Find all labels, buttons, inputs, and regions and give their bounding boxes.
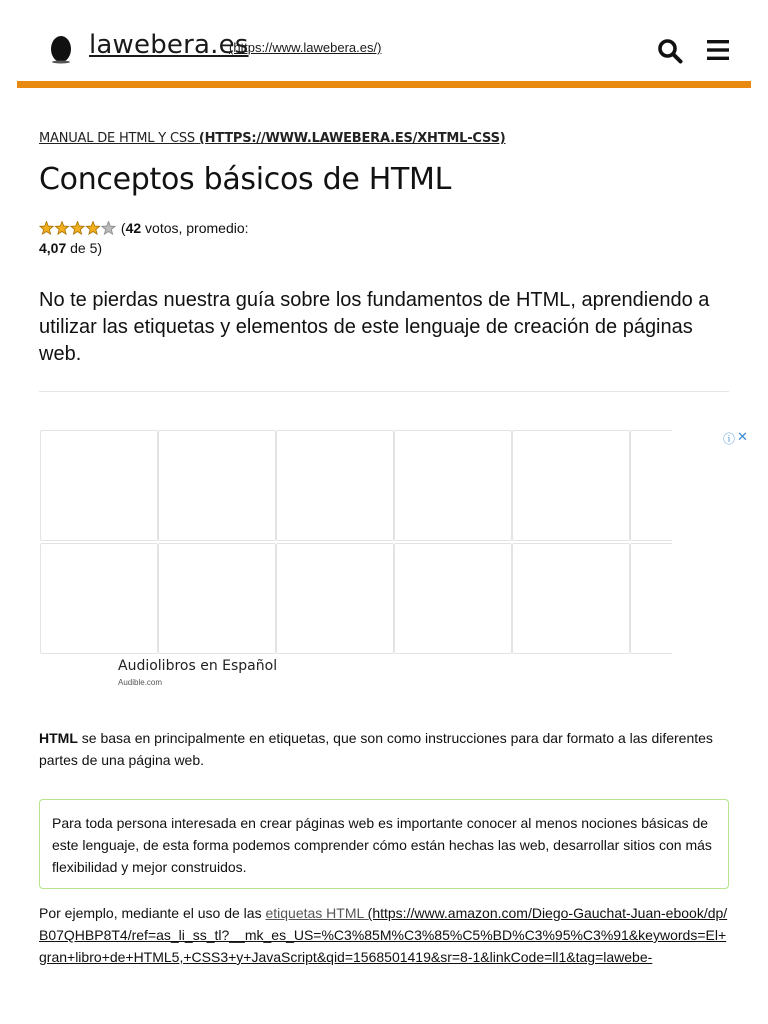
html-strong: HTML	[39, 730, 78, 746]
ad-tile[interactable]	[40, 543, 158, 654]
breadcrumb[interactable]	[39, 131, 505, 146]
ad-tile[interactable]	[158, 543, 276, 654]
star-filled-icon[interactable]	[55, 222, 68, 235]
ad-image-grid[interactable]	[40, 430, 672, 654]
star-filled-icon[interactable]	[86, 222, 99, 235]
ad-tile[interactable]	[158, 430, 276, 541]
votes-text: votos, promedio:	[145, 220, 249, 236]
ad-tile[interactable]	[394, 543, 512, 654]
intro-text: se basa en principalmente en etiquetas, que son como instrucciones para dar formato a las diferentes partes de una página web.	[39, 730, 713, 768]
example-intro: Por ejemplo, mediante el uso de las	[39, 905, 266, 921]
close-icon[interactable]: ✕	[737, 429, 748, 444]
breadcrumb-url: (HTTPS://WWW.LAWEBERA.ES/XHTML-CSS)	[198, 131, 506, 146]
ad-banner[interactable]	[40, 430, 750, 692]
intro-paragraph	[39, 727, 729, 771]
example-paragraph	[39, 902, 731, 968]
ad-tile[interactable]	[276, 430, 394, 541]
ad-domain[interactable]: Audible.com	[118, 678, 163, 687]
info-icon[interactable]: ⓘ	[723, 432, 736, 446]
etiquetas-html-link[interactable]: etiquetas HTML	[265, 905, 368, 921]
ad-tile[interactable]	[276, 543, 394, 654]
lead-paragraph: No te pierdas nuestra guía sobre los fundamentos de HTML, aprendiendo a utilizar las etiquetas y elementos de este lenguaje de creación de páginas web.	[39, 289, 710, 365]
site-header	[0, 0, 768, 88]
hamburger-menu-icon[interactable]	[706, 39, 730, 61]
header-accent-bar	[17, 81, 751, 88]
callout-box: Para toda persona interesada en crear páginas web es importante conocer al menos nociones básicas de este lenguaje, de esta forma podemos comprender cómo están hechas las web, desarrollar sitios con más flexibilidad y mejor construidos.	[39, 799, 729, 889]
brand-link[interactable]: lawebera.es	[89, 30, 249, 60]
star-filled-icon[interactable]	[40, 222, 53, 235]
rating-stars[interactable]	[39, 221, 117, 235]
ad-title[interactable]: Audiolibros en Español	[118, 658, 278, 674]
vote-count: 42	[125, 220, 142, 236]
ad-tile[interactable]	[512, 430, 630, 541]
ad-tile[interactable]	[630, 430, 672, 541]
egg-logo-icon[interactable]	[49, 34, 73, 64]
rating-average: 4,07	[39, 240, 67, 256]
ad-tile[interactable]	[630, 543, 672, 654]
page-title: Conceptos básicos de HTML	[39, 162, 452, 197]
search-icon[interactable]	[657, 38, 683, 64]
ad-tile[interactable]	[40, 430, 158, 541]
star-empty-icon[interactable]	[102, 222, 115, 235]
brand-url-link[interactable]: (https://www.lawebera.es/)	[229, 40, 382, 55]
amazon-url-link[interactable]: (https://www.amazon.com/Diego-Gauchat-Juan-ebook/dp/B07QHBP8T4/ref=as_li_ss_tl?__mk_es_US=%C3%85M%C3%85%C5%BD%C3%95%C3%91&keywords=El+gran+libro+de+HTML5,+CSS3+y+JavaScript&qid=1568501419&sr=8-1&linkCode=ll1&tag=lawebe-	[39, 905, 728, 965]
rating-scale: de 5)	[70, 240, 103, 256]
star-filled-icon[interactable]	[71, 222, 84, 235]
ad-tile[interactable]	[394, 430, 512, 541]
rating-block: (42 votos, promedio: 4,07 de 5)	[39, 220, 249, 256]
ad-tile[interactable]	[512, 543, 630, 654]
divider	[39, 391, 729, 392]
breadcrumb-section: MANUAL DE HTML Y CSS	[39, 131, 195, 146]
